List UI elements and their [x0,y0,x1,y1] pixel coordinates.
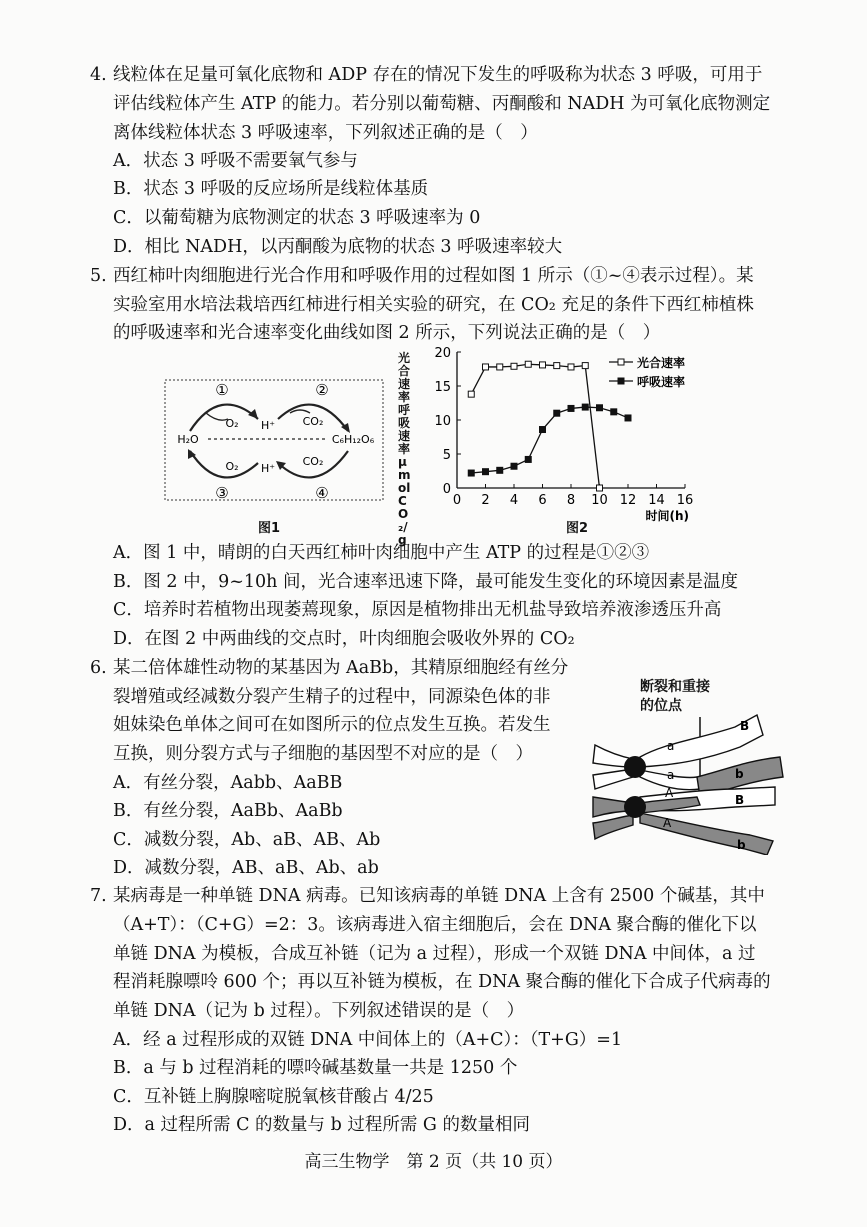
data-point [540,427,546,433]
question-stem-line: 某二倍体雄性动物的某基因为 AaBb，其精原细胞经有丝分 [113,658,569,678]
page-footer: 高三生物学 第 2 页（共 10 页） [304,1152,563,1172]
option-a: A．图 1 中，晴朗的白天西红柿叶肉细胞中产生 ATP 的过程是①②③ [113,543,650,563]
data-point [554,410,560,416]
legend-label: 光合速率 [637,356,686,370]
question-stem-line: 线粒体在足量可氧化底物和 ADP 存在的情况下发生的呼吸称为状态 3 呼吸，可用于 [113,65,763,85]
x-tick-label: 10 [591,493,608,508]
question-stem-line: 互换，则分裂方式与子细胞的基因型不对应的是（ ） [113,744,533,764]
chromosome-diagram [585,705,790,855]
co2-branch-arc [290,410,310,413]
x-tick-label: 16 [676,493,694,508]
x-tick-label: 0 [452,493,462,508]
gene-label: b [737,838,746,852]
series-line [471,364,599,488]
legend-marker [618,359,624,365]
option-c: C．以葡萄糖为底物测定的状态 3 呼吸速率为 0 [113,208,481,228]
question-stem-line: 姐妹染色单体之间可在如图所示的位点发生互换。若发生 [113,715,551,735]
centromere [624,756,646,778]
o2-label: O₂ [225,417,239,430]
question-stem-line: 单链 DNA（记为 b 过程）。下列叙述错误的是（ ） [113,1001,525,1021]
gene-label: B [740,719,750,733]
y-tick-label: 5 [442,448,451,463]
data-point [554,363,560,369]
process-4-label: ④ [315,484,329,502]
option-b: B．有丝分裂，AaBb、AaBb [113,801,343,821]
legend-label: 呼吸速率 [637,375,686,389]
gene-label: B [735,793,745,807]
glucose-label: C₆H₁₂O₆ [331,433,375,446]
question-stem-line: （A+T）：（C+G）=2：3。该病毒进入宿主细胞后，会在 DNA 聚合酶的催化下以 [113,915,757,935]
x-tick-label: 6 [538,493,547,508]
question-stem-line: 某病毒是一种单链 DNA 病毒。已知该病毒的单链 DNA 上含有 2500 个碱基，其中 [113,886,765,906]
figure-1-diagram [160,375,390,510]
process-1-label: ① [215,381,229,399]
process-3-arc [190,451,258,477]
series-line [471,407,628,473]
gene-label: A [663,816,672,830]
data-point [540,362,546,368]
option-c: C．互补链上胸腺嘧啶脱氧核苷酸占 4/25 [113,1087,434,1107]
chromatid-gray-lower [640,813,773,855]
process-2-label: ② [315,381,329,399]
x-tick-label: 2 [481,493,490,508]
question-number: 4. [90,65,107,85]
data-point [497,467,503,473]
y-tick-label: 0 [442,482,451,497]
option-a: A．经 a 过程形成的双链 DNA 中间体上的（A+C）：（T+G）=1 [113,1030,623,1050]
data-point [597,485,603,491]
gene-label: b [735,767,744,781]
option-d: D．减数分裂，AB、aB、Ab、ab [113,858,379,878]
x-axis-label: 时间(h) [645,509,689,523]
question-stem-line: 西红柿叶肉细胞进行光合作用和呼吸作用的过程如图 1 所示（①~④表示过程）。某 [113,266,754,286]
question-number: 5. [90,266,107,286]
h-plus-label: H⁺ [260,419,276,432]
gene-label: a [667,739,675,753]
process-3-label: ③ [215,484,229,502]
option-b: B．状态 3 呼吸的反应场所是线粒体基质 [113,179,429,199]
question-stem-line: 裂增殖或经减数分裂产生精子的过程中，同源染色体的非 [113,687,551,707]
figure-2-chart [395,340,705,530]
option-b: B．a 与 b 过程消耗的嘌呤碱基数量一共是 1250 个 [113,1058,518,1078]
option-a: A．状态 3 呼吸不需要氧气参与 [113,151,358,171]
gene-label: a [667,768,675,782]
co2-label: CO₂ [302,455,324,468]
o2-label: O₂ [225,460,239,473]
gene-label: A [665,786,674,800]
h-plus-label: H⁺ [260,462,276,475]
question-stem-line: 评估线粒体产生 ATP 的能力。若分别以葡萄糖、丙酮酸和 NADH 为可氧化底物测定 [113,94,771,114]
data-point [511,363,517,369]
y-tick-label: 15 [434,380,451,395]
question-number: 6. [90,658,107,678]
data-point [568,364,574,370]
data-point [525,456,531,462]
question-stem-line: 单链 DNA 为模板，合成互补链（记为 a 过程），形成一个双链 DNA 中间体，a 过 [113,944,756,964]
data-point [468,391,474,397]
option-d: D．a 过程所需 C 的数量与 b 过程所需 G 的数量相同 [113,1115,530,1135]
data-point [468,470,474,476]
crossover-label-line: 的位点 [640,698,682,714]
data-point [497,364,503,370]
y-tick-label: 10 [434,414,451,429]
chromatid-gray-left [593,815,633,839]
data-point [625,415,631,421]
x-tick-label: 8 [566,493,576,508]
question-stem-line: 离体线粒体状态 3 呼吸速率，下列叙述正确的是（ ） [113,123,538,143]
figure-2-caption: 图2 [566,521,589,536]
centromere [624,796,646,818]
option-c: C．培养时若植物出现萎蔫现象，原因是植物排出无机盐导致培养液渗透压升高 [113,600,722,620]
data-point [483,469,489,475]
x-tick-label: 12 [619,493,637,508]
data-point [568,405,574,411]
question-stem-line: 实验室用水培法栽培西红柿进行相关实验的研究，在 CO₂ 充足的条件下西红柿植株 [113,295,754,315]
x-tick-label: 4 [509,493,519,508]
x-tick-label: 14 [648,493,665,508]
legend-marker [618,378,624,384]
process-1-arc [190,405,258,431]
chart-y-axis-label: 光合速率 呼吸速率 μmolCO₂/g [398,351,411,547]
data-point [597,405,603,411]
data-point [582,404,588,410]
question-number: 7. [90,886,107,906]
question-stem-line: 的呼吸速率和光合速率变化曲线如图 2 所示，下列说法正确的是（ ） [113,323,661,343]
option-d: D．相比 NADH，以丙酮酸为底物的状态 3 呼吸速率较大 [113,237,563,257]
data-point [483,364,489,370]
data-point [582,363,588,369]
question-stem-line: 程消耗腺嘌呤 600 个；再以互补链为模板，在 DNA 聚合酶的催化下合成子代病毒的 [113,972,771,992]
data-point [611,409,617,415]
option-d: D．在图 2 中两曲线的交点时，叶肉细胞会吸收外界的 CO₂ [113,629,575,649]
figure-1-caption: 图1 [258,521,281,536]
co2-label: CO₂ [302,415,324,428]
arrow-head-icon [248,409,258,419]
water-label: H₂O [177,433,199,446]
option-a: A．有丝分裂，Aabb、AaBB [113,773,343,793]
data-point [525,361,531,367]
option-c: C．减数分裂，Ab、aB、AB、Ab [113,830,381,850]
option-b: B．图 2 中，9~10h 间，光合速率迅速下降，最可能发生变化的环境因素是温度 [113,572,739,592]
crossover-label-line: 断裂和重接 [640,679,710,695]
y-tick-label: 20 [434,346,451,361]
data-point [511,463,517,469]
